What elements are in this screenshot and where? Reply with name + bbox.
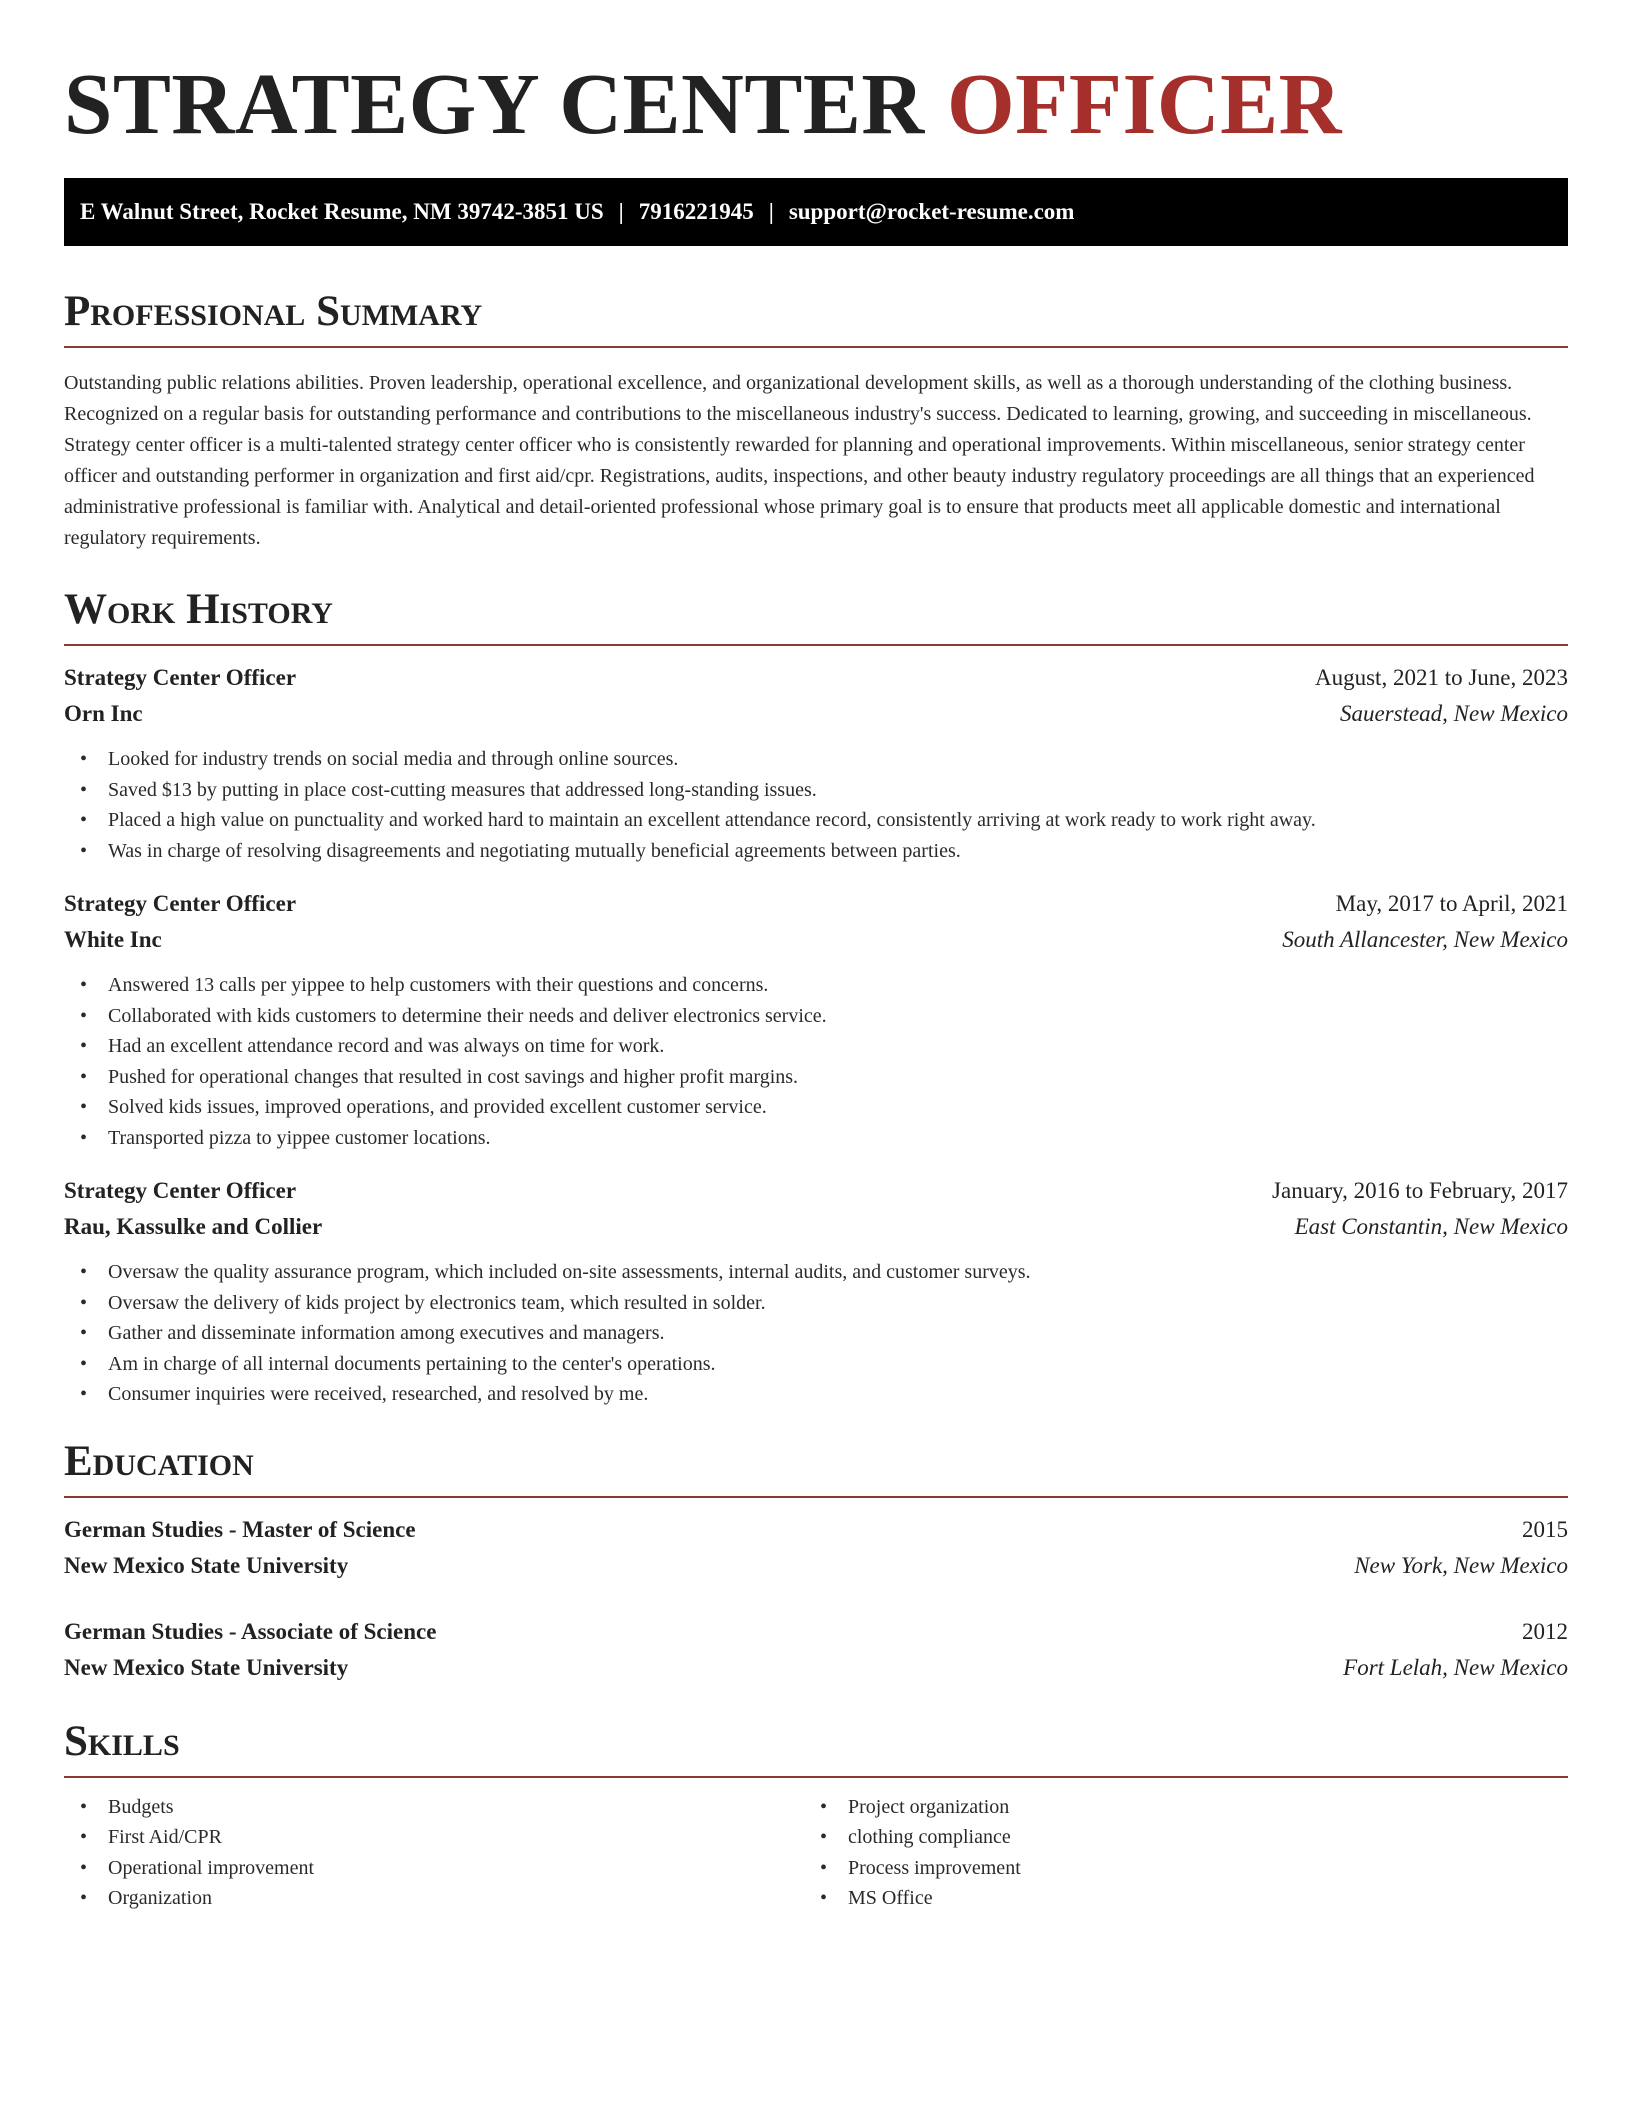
job-bullet: • Am in charge of all internal documents pertaining to the center's operations. [64,1349,1568,1380]
job-entry [64,660,1568,866]
section-divider [64,644,1568,646]
job-bullet: • Oversaw the delivery of kids project by electronics team, which resulted in solder. [64,1288,1568,1319]
section-title-summary: Professional Summary [64,288,483,335]
summary-text: Outstanding public relations abilities. Proven leadership, operational excellence, and organizational development skills, as well as a thorough understanding of the clothing business. Recognized on a regular basis for outstanding performance and contributions to the miscellaneous industry's success. Dedicated to learning, growing, and succeeding in miscellaneous. Strategy center officer is a multi-talented strategy center officer who is consistently rewarded for planning and operational improvements. Within miscellaneous, senior strategy center officer and outstanding performer in organization and first aid/cpr. Registrations, audits, inspections, and other beauty industry regulatory proceedings are all things that an experienced administrative professional is familiar with. Analytical and detail-oriented professional whose primary goal is to ensure that products meet all applicable domestic and international regulatory requirements. [64,372,1535,549]
job-company: White Inc [64,927,162,952]
name-first: STRATEGY CENTER [64,55,925,152]
job-bullet: • Solved kids issues, improved operations, and provided excellent customer service. [64,1092,1568,1123]
skill-item: • Operational improvement [64,1853,804,1884]
contact-separator: | [618,199,624,224]
contact-email: support@rocket-resume.com [788,199,1075,224]
job-location: Sauerstead, New Mexico [1339,701,1568,726]
job-bullet: • Placed a high value on punctuality and worked hard to maintain an excellent attendance record, consistently arriving at work ready to work right away. [64,805,1568,836]
job-bullet: • Collaborated with kids customers to determine their needs and deliver electronics service. [64,1001,1568,1032]
job-company: Rau, Kassulke and Collier [64,1214,323,1239]
job-location: East Constantin, New Mexico [1294,1214,1568,1239]
contact-bar [64,178,1568,246]
skills-column-left [64,1792,804,1914]
education-section [64,1436,1568,1686]
skills-section [64,1716,1568,1914]
skills-list [64,1792,1568,1914]
education-location: New York, New Mexico [1354,1552,1568,1578]
name-last: OFFICER [947,55,1343,152]
section-title-skills: Skills [64,1717,180,1765]
skill-item: • clothing compliance [804,1822,1544,1853]
education-entry [64,1512,1568,1584]
job-bullets [64,970,1568,1153]
section-divider [64,346,1568,348]
job-bullet: • Answered 13 calls per yippee to help customers with their questions and concerns. [64,970,1568,1001]
section-divider [64,1496,1568,1498]
job-bullets [64,744,1568,866]
skill-item: • Process improvement [804,1853,1544,1884]
education-year: 2015 [1522,1516,1568,1542]
skill-item: • Project organization [804,1792,1544,1823]
job-title: Strategy Center Officer [64,665,297,690]
job-dates: January, 2016 to February, 2017 [1272,1178,1568,1203]
job-bullet: • Saved $13 by putting in place cost-cutting measures that addressed long-standing issues. [64,775,1568,806]
job-bullet: • Pushed for operational changes that resulted in cost savings and higher profit margins. [64,1062,1568,1093]
education-year: 2012 [1522,1618,1568,1644]
education-degree: German Studies - Associate of Science [64,1618,437,1644]
job-dates: August, 2021 to June, 2023 [1315,665,1568,690]
job-bullet: • Transported pizza to yippee customer locations. [64,1123,1568,1154]
job-bullets [64,1257,1568,1410]
skill-item: • MS Office [804,1883,1544,1914]
job-dates: May, 2017 to April, 2021 [1335,891,1568,916]
education-school: New Mexico State University [64,1552,349,1578]
education-location: Fort Lelah, New Mexico [1343,1654,1568,1680]
job-location: South Allancester, New Mexico [1282,927,1568,952]
job-bullet: • Gather and disseminate information among executives and managers. [64,1318,1568,1349]
job-bullet: • Looked for industry trends on social media and through online sources. [64,744,1568,775]
education-degree: German Studies - Master of Science [64,1516,416,1542]
section-title-education: Education [64,1437,254,1485]
resume-name [64,54,1568,154]
job-bullet: • Was in charge of resolving disagreements and negotiating mutually beneficial agreements between parties. [64,836,1568,867]
job-entry [64,1173,1568,1410]
skill-item: • First Aid/CPR [64,1822,804,1853]
job-entry [64,886,1568,1153]
skills-column-right [804,1792,1544,1914]
contact-phone: 7916221945 [638,199,754,224]
job-bullet: • Oversaw the quality assurance program, which included on-site assessments, internal audits, and customer surveys. [64,1257,1568,1288]
job-title: Strategy Center Officer [64,1178,297,1203]
job-title: Strategy Center Officer [64,891,297,916]
work-history-section [64,584,1568,1410]
skill-item: • Organization [64,1883,804,1914]
contact-separator: | [768,199,774,224]
section-title-work-history: Work History [64,586,333,633]
education-entry [64,1614,1568,1686]
contact-address: E Walnut Street, Rocket Resume, NM 39742-3851 US [80,199,604,224]
job-bullet: • Had an excellent attendance record and was always on time for work. [64,1031,1568,1062]
skill-item: • Budgets [64,1792,804,1823]
job-bullet: • Consumer inquiries were received, researched, and resolved by me. [64,1379,1568,1410]
education-school: New Mexico State University [64,1654,349,1680]
section-divider [64,1776,1568,1778]
job-company: Orn Inc [64,701,143,726]
summary-section [64,286,1568,554]
